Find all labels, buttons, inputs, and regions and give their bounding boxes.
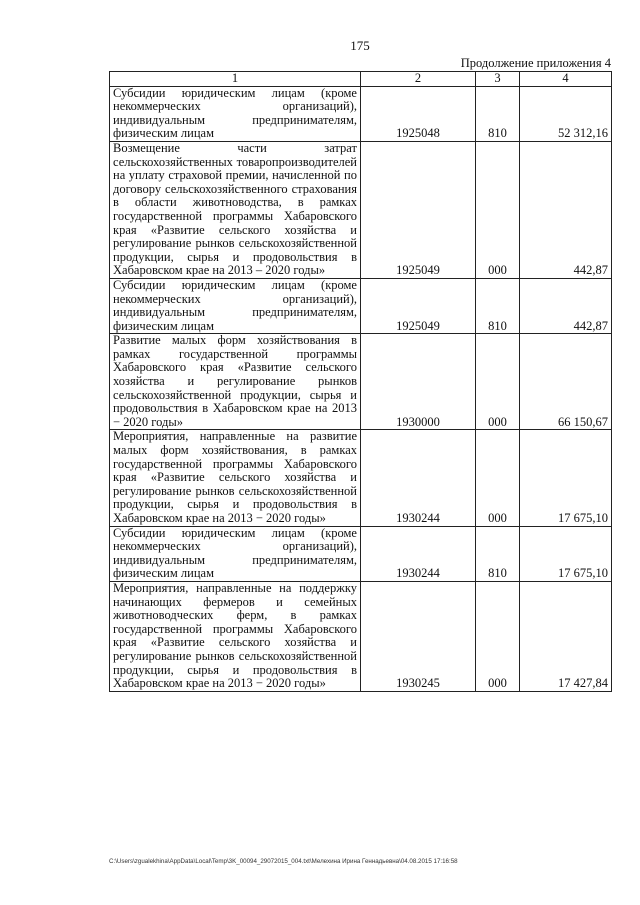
header-col-4: 4 [520,72,612,87]
row-name: Развитие малых форм хозяйствования в рамках государственной программы Хабаровского края «Развитие сельского хозяйства и регулирование рынков сельскохозяйственной продукции, сырья и продовольствия в Хабаровском крае на 2013 − 2020 годы» [110,334,361,430]
table-row [110,141,612,278]
row-type-code: 810 [476,86,520,141]
row-target-code: 1925049 [361,278,476,333]
row-name: Возмещение части затрат сельскохозяйственных товаропроизводителей на уплату страховой премии, начисленной по договору сельскохозяйственного страхования в области животноводства, в рамках государственной программы Хабаровского края «Развитие сельского хозяйства и регулирование рынков сельскохозяйственной продукции, сырья и продовольствия в Хабаровском крае на 2013 – 2020 годы» [110,141,361,278]
header-col-2: 2 [361,72,476,87]
row-name: Субсидии юридическим лицам (кроме некоммерческих организаций), индивидуальным предпринимателям, физическим лицам [110,526,361,581]
row-amount: 17 675,10 [520,526,612,581]
table-row [110,86,612,141]
header-col-1: 1 [110,72,361,87]
row-amount: 52 312,16 [520,86,612,141]
page-number: 175 [350,38,370,53]
table-header-row [110,72,612,87]
row-type-code: 000 [476,430,520,526]
row-amount: 66 150,67 [520,334,612,430]
row-name: Субсидии юридическим лицам (кроме некоммерческих организаций), индивидуальным предпринимателям, физическим лицам [110,86,361,141]
table-row [110,334,612,430]
row-type-code: 000 [476,141,520,278]
row-amount: 17 675,10 [520,430,612,526]
row-name: Мероприятия, направленные на развитие малых форм хозяйствования, в рамках государственной программы Хабаровского края «Развитие сельского хозяйства и регулирование рынков сельскохозяйственной продукции, сырья и продовольствия в Хабаровском крае на 2013 − 2020 годы» [110,430,361,526]
table-row [110,430,612,526]
row-amount: 442,87 [520,141,612,278]
row-type-code: 810 [476,526,520,581]
continuation-label: Продолжение приложения 4 [460,56,611,70]
footer-file-path: C:\Users\zgualekhina\AppData\Local\Temp\3K_00094_29072015_004.txt\Мелехина Ирина Геннадьевна\04.08.2015 17:16:58 [109,858,458,865]
row-target-code: 1925048 [361,86,476,141]
row-type-code: 000 [476,581,520,691]
row-target-code: 1930244 [361,526,476,581]
row-target-code: 1930244 [361,430,476,526]
table-row [110,278,612,333]
row-type-code: 000 [476,334,520,430]
row-target-code: 1930245 [361,581,476,691]
row-name: Субсидии юридическим лицам (кроме некоммерческих организаций), индивидуальным предпринимателям, физическим лицам [110,278,361,333]
row-target-code: 1925049 [361,141,476,278]
table-row [110,581,612,691]
header-col-3: 3 [476,72,520,87]
row-amount: 17 427,84 [520,581,612,691]
row-type-code: 810 [476,278,520,333]
row-amount: 442,87 [520,278,612,333]
budget-table [109,71,612,692]
row-name: Мероприятия, направленные на поддержку начинающих фермеров и семейных животноводческих ферм, в рамках государственной программы Хабаровского края «Развитие сельского хозяйства и регулирование рынков сельскохозяйственной продукции, сырья и продовольствия в Хабаровском крае на 2013 − 2020 годы» [110,581,361,691]
row-target-code: 1930000 [361,334,476,430]
table-row [110,526,612,581]
